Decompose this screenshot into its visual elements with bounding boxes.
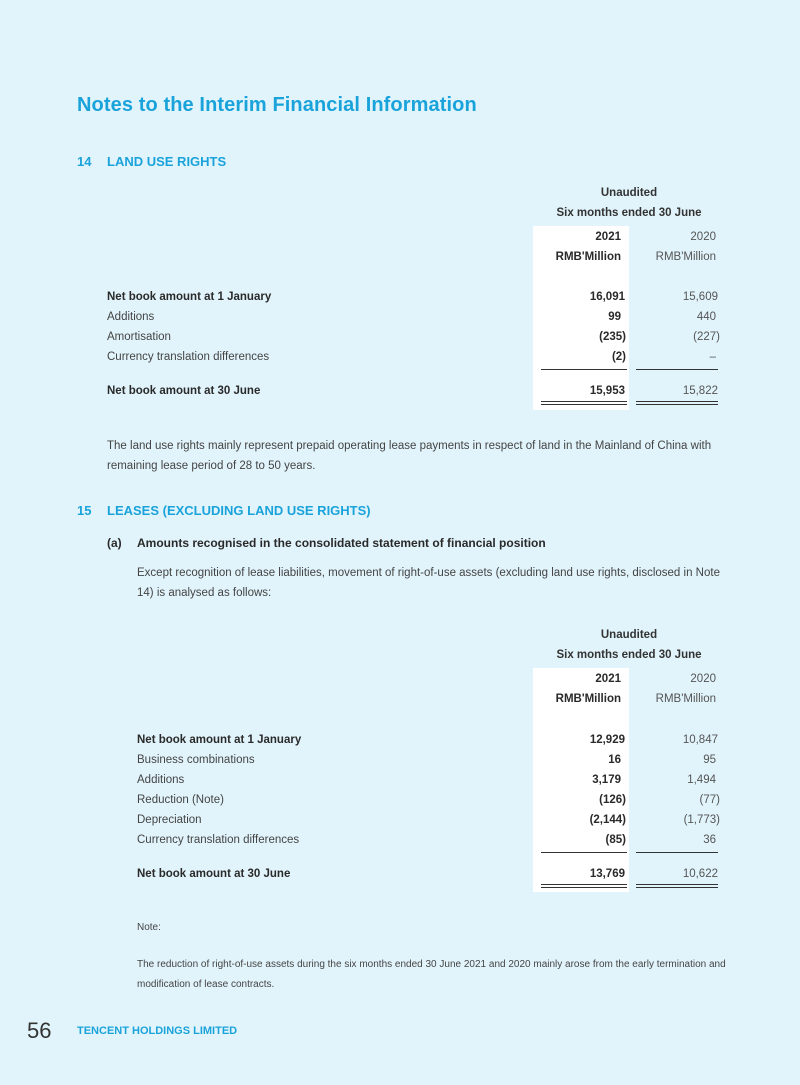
header-year-2021: 2021	[595, 231, 621, 243]
value-2020: (77)	[699, 794, 720, 806]
subtotal-rule-2020	[636, 852, 718, 853]
row-label: Net book amount at 1 January	[107, 291, 272, 303]
value-2020: 15,609	[682, 291, 718, 303]
row-label: Currency translation differences	[137, 834, 300, 846]
note-label: Note:	[137, 922, 161, 933]
header-period: Six months ended 30 June	[556, 649, 702, 661]
value-2020: 440	[696, 311, 716, 323]
row-label: Additions	[137, 774, 185, 786]
row-label: Net book amount at 30 June	[107, 385, 261, 397]
subtotal-rule-2021	[541, 369, 627, 370]
header-unit-2020: RMB'Million	[655, 693, 716, 705]
value-2020: 10,847	[682, 734, 718, 746]
row-label: Currency translation differences	[107, 351, 270, 363]
total-double-rule-2020	[636, 401, 718, 405]
company-name: TENCENT HOLDINGS LIMITED	[77, 1025, 238, 1037]
page-title: Notes to the Interim Financial Information	[77, 94, 477, 116]
total-double-rule-2021	[541, 884, 627, 888]
value-2021: 12,929	[589, 734, 625, 746]
page-number: 56	[27, 1018, 52, 1043]
value-2021: (2,144)	[589, 814, 626, 826]
value-2021: 13,769	[589, 868, 625, 880]
section-number: 14	[77, 154, 92, 169]
value-2020: 95	[703, 754, 716, 766]
header-unit-2020: RMB'Million	[655, 251, 716, 263]
row-label: Net book amount at 30 June	[137, 868, 291, 880]
value-2020: –	[709, 351, 716, 363]
total-double-rule-2021	[541, 401, 627, 405]
value-2020: (227)	[693, 331, 720, 343]
total-double-rule-2020	[636, 884, 718, 888]
subtotal-rule-2020	[636, 369, 718, 370]
header-unit-2021: RMB'Million	[555, 251, 621, 263]
note-text: The reduction of right-of-use assets during the six months ended 30 June 2021 and 2020 mainly arose from the early termination and modification of lease contracts.	[137, 959, 726, 990]
header-unaudited: Unaudited	[600, 187, 658, 199]
value-2021: 16	[608, 754, 621, 766]
value-2020: 15,822	[682, 385, 718, 397]
value-2021: 15,953	[589, 385, 625, 397]
value-2021: (235)	[599, 331, 626, 343]
paragraph: Except recognition of lease liabilities, movement of right-of-use assets (excluding land use rights, disclosed in Note 14) is analysed as follows:	[137, 567, 720, 599]
value-2020: (1,773)	[683, 814, 720, 826]
subsection-title: Amounts recognised in the consolidated statement of financial position	[137, 536, 546, 550]
value-2021: 16,091	[589, 291, 625, 303]
row-label: Net book amount at 1 January	[137, 734, 302, 746]
value-2020: 1,494	[687, 774, 716, 786]
row-label: Additions	[107, 311, 155, 323]
value-2021: 3,179	[592, 774, 621, 786]
section-number: 15	[77, 503, 92, 518]
header-year-2020: 2020	[690, 231, 716, 243]
value-2021: (85)	[605, 834, 626, 846]
value-2021: (2)	[611, 351, 626, 363]
section-title: LEASES (EXCLUDING LAND USE RIGHTS)	[107, 503, 371, 518]
section-title: LAND USE RIGHTS	[107, 154, 227, 169]
header-period: Six months ended 30 June	[556, 207, 702, 219]
subtotal-rule-2021	[541, 852, 627, 853]
value-2020: 36	[703, 834, 716, 846]
header-year-2020: 2020	[690, 673, 716, 685]
header-unit-2021: RMB'Million	[555, 693, 621, 705]
subsection-letter: (a)	[107, 536, 122, 550]
header-year-2021: 2021	[595, 673, 621, 685]
paragraph: The land use rights mainly represent prepaid operating lease payments in respect of land in the Mainland of China with remaining lease period of 28 to 50 years.	[107, 440, 712, 472]
value-2020: 10,622	[682, 868, 718, 880]
value-2021: (126)	[599, 794, 626, 806]
row-label: Depreciation	[137, 814, 202, 826]
row-label: Business combinations	[137, 754, 255, 766]
header-unaudited: Unaudited	[600, 629, 658, 641]
row-label: Amortisation	[107, 331, 171, 343]
row-label: Reduction (Note)	[137, 794, 224, 806]
value-2021: 99	[608, 311, 621, 323]
